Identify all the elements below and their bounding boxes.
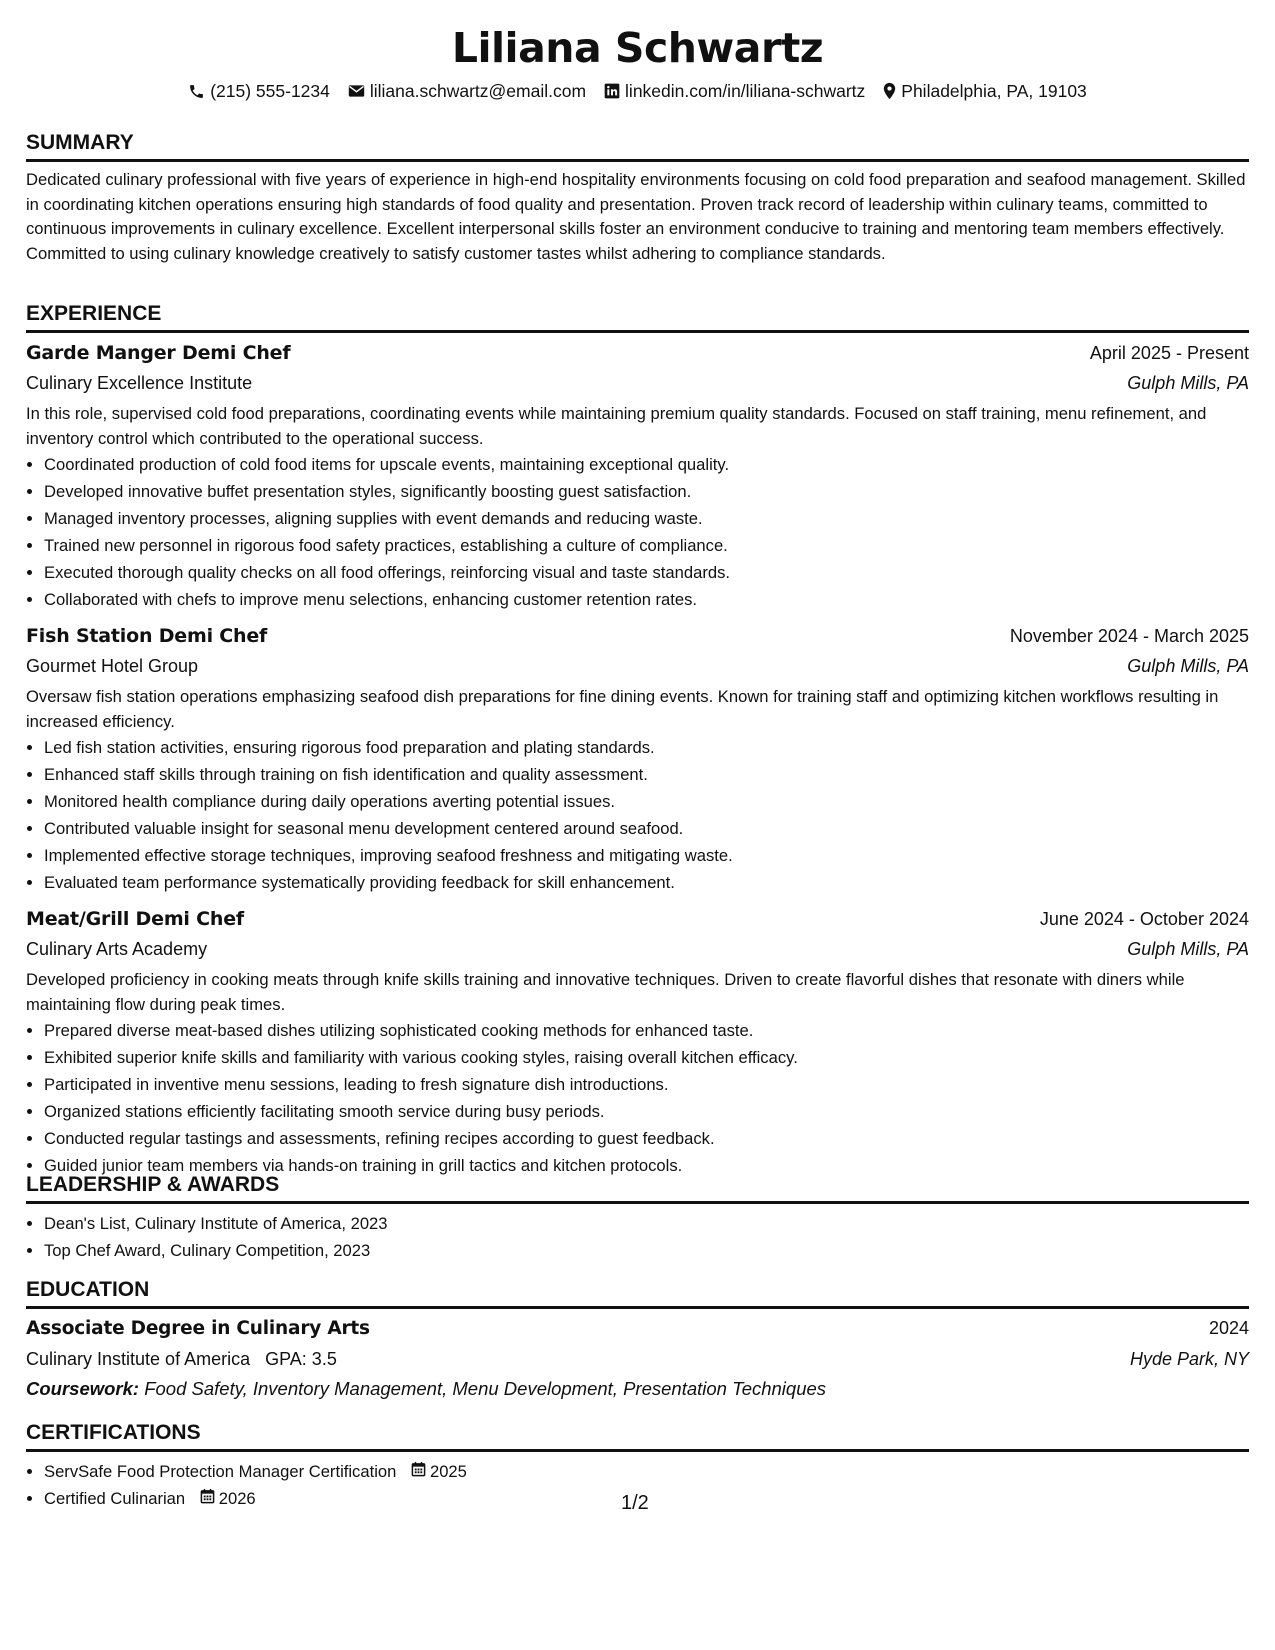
list-item: • Exhibited superior knife skills and familiarity with various cooking styles, raising overall kitchen efficacy.	[44, 1044, 1249, 1071]
experience-heading: EXPERIENCE	[26, 301, 1249, 333]
job-company: Culinary Arts Academy	[26, 939, 208, 959]
job-location: Gulph Mills, PA	[1127, 373, 1249, 393]
cert-year: 2025	[429, 1462, 467, 1481]
job-title: Garde Manger Demi Chef	[26, 342, 291, 364]
degree-title: Associate Degree in Culinary Arts	[26, 1318, 370, 1339]
list-item: • Coordinated production of cold food items for upscale events, maintaining exceptional quality.	[44, 451, 1249, 478]
summary-section	[26, 130, 1249, 266]
contact-bar	[26, 80, 1249, 102]
gpa: GPA: 3.5	[265, 1349, 337, 1369]
linkedin-icon	[604, 83, 620, 99]
job-dates: April 2025 - Present	[1089, 343, 1249, 363]
list-item: • Collaborated with chefs to improve menu selections, enhancing customer retention rates.	[44, 586, 1249, 613]
list-item: • Conducted regular tastings and assessments, refining recipes according to guest feedback.	[44, 1125, 1249, 1152]
coursework-list: Food Safety, Inventory Management, Menu Development, Presentation Techniques	[144, 1378, 827, 1399]
list-item: • Executed thorough quality checks on all food offerings, reinforcing visual and taste standards.	[44, 559, 1249, 586]
job-company: Culinary Excellence Institute	[26, 373, 253, 393]
phone-icon	[188, 83, 205, 100]
job-dates: November 2024 - March 2025	[1009, 626, 1249, 646]
coursework-line	[26, 1374, 1249, 1404]
candidate-name: Liliana Schwartz	[451, 24, 824, 72]
school-location: Hyde Park, NY	[1129, 1349, 1249, 1369]
contact-location	[883, 80, 1087, 102]
job-company: Gourmet Hotel Group	[26, 656, 199, 676]
map-pin-icon	[883, 82, 896, 100]
list-item: • Led fish station activities, ensuring rigorous food preparation and plating standards.	[44, 734, 1249, 761]
list-item: • Organized stations efficiently facilitating smooth service during busy periods.	[44, 1098, 1249, 1125]
list-item: • Top Chef Award, Culinary Competition, 2023	[44, 1237, 1249, 1264]
job-dates: June 2024 - October 2024	[1039, 909, 1249, 929]
school-name: Culinary Institute of America	[26, 1349, 251, 1369]
job-entry	[26, 338, 1249, 613]
contact-email[interactable]	[348, 80, 586, 102]
list-item: • Enhanced staff skills through training on fish identification and quality assessment.	[44, 761, 1249, 788]
job-bullets	[26, 1017, 1249, 1179]
job-description: In this role, supervised cold food preparations, coordinating events while maintaining premium quality standards. Focused on staff training, menu refinement, and inventory control which contributed to the operational success.	[26, 404, 1207, 448]
job-entry	[26, 621, 1249, 896]
envelope-icon	[348, 84, 365, 98]
coursework-label: Coursework:	[26, 1378, 140, 1399]
job-title: Meat/Grill Demi Chef	[26, 908, 244, 930]
phone-number: (215) 555-1234	[210, 81, 330, 101]
calendar-icon	[200, 1485, 215, 1512]
cert-year: 2026	[218, 1489, 256, 1508]
job-title: Fish Station Demi Chef	[26, 625, 268, 647]
education-section	[26, 1277, 1249, 1404]
list-item: • Contributed valuable insight for seasonal menu development centered around seafood.	[44, 815, 1249, 842]
list-item: • Developed innovative buffet presentation styles, significantly boosting guest satisfaction.	[44, 478, 1249, 505]
degree-year: 2024	[1208, 1318, 1249, 1338]
job-bullets	[26, 734, 1249, 896]
experience-section	[26, 301, 1249, 1179]
list-item: • Monitored health compliance during daily operations averting potential issues.	[44, 788, 1249, 815]
job-entry	[26, 904, 1249, 1179]
page-number: 1/2	[621, 1492, 649, 1514]
summary-heading: SUMMARY	[26, 130, 1249, 162]
job-description: Oversaw fish station operations emphasizing seafood dish preparations for fine dining events. Known for training staff and optimizing kitchen workflows resulting in increased efficiency.	[26, 687, 1219, 731]
awards-section	[26, 1172, 1249, 1264]
education-heading: EDUCATION	[26, 1277, 1249, 1309]
awards-list	[26, 1210, 1249, 1264]
resume-page	[26, 0, 1249, 1650]
calendar-icon	[411, 1458, 426, 1485]
job-location: Gulph Mills, PA	[1127, 939, 1249, 959]
list-item: • Evaluated team performance systematically providing feedback for skill enhancement.	[44, 869, 1249, 896]
list-item: • Dean's List, Culinary Institute of America, 2023	[44, 1210, 1249, 1237]
location-text: Philadelphia, PA, 19103	[901, 81, 1087, 101]
awards-heading: LEADERSHIP & AWARDS	[26, 1172, 1249, 1204]
list-item: • Prepared diverse meat-based dishes utilizing sophisticated cooking methods for enhanced taste.	[44, 1017, 1249, 1044]
certifications-heading: CERTIFICATIONS	[26, 1420, 1249, 1452]
summary-text: Dedicated culinary professional with five years of experience in high-end hospitality environments focusing on cold food preparation and seafood management. Skilled in coordinating kitchen operations ensuring high standards of food quality and presentation. Proven track record of leadership within culinary teams, committed to continuous improvements in culinary excellence. Excellent interpersonal skills foster an environment conducive to training and mentoring team members effectively. Committed to using culinary knowledge creatively to satisfy customer tastes whilst adhering to compliance standards.	[26, 170, 1246, 263]
list-item: • Managed inventory processes, aligning supplies with event demands and reducing waste.	[44, 505, 1249, 532]
cert-name: Certified Culinarian	[44, 1489, 186, 1508]
contact-linkedin[interactable]	[604, 80, 865, 102]
job-location: Gulph Mills, PA	[1127, 656, 1249, 676]
linkedin-url[interactable]: linkedin.com/in/liliana-schwartz	[625, 81, 866, 101]
job-description: Developed proficiency in cooking meats through knife skills training and innovative techniques. Driven to create flavorful dishes that resonate with diners while maintaining flow during peak times.	[26, 970, 1185, 1014]
contact-phone	[188, 80, 330, 102]
list-item	[44, 1458, 1249, 1485]
list-item: • Implemented effective storage techniques, improving seafood freshness and mitigating waste.	[44, 842, 1249, 869]
list-item: • Trained new personnel in rigorous food safety practices, establishing a culture of compliance.	[44, 532, 1249, 559]
email-address[interactable]: liliana.schwartz@email.com	[369, 81, 587, 101]
list-item: • Guided junior team members via hands-on training in grill tactics and kitchen protocols.	[44, 1152, 1249, 1179]
cert-name: ServSafe Food Protection Manager Certification	[44, 1462, 397, 1481]
list-item: • Participated in inventive menu sessions, leading to fresh signature dish introductions.	[44, 1071, 1249, 1098]
job-bullets	[26, 451, 1249, 613]
